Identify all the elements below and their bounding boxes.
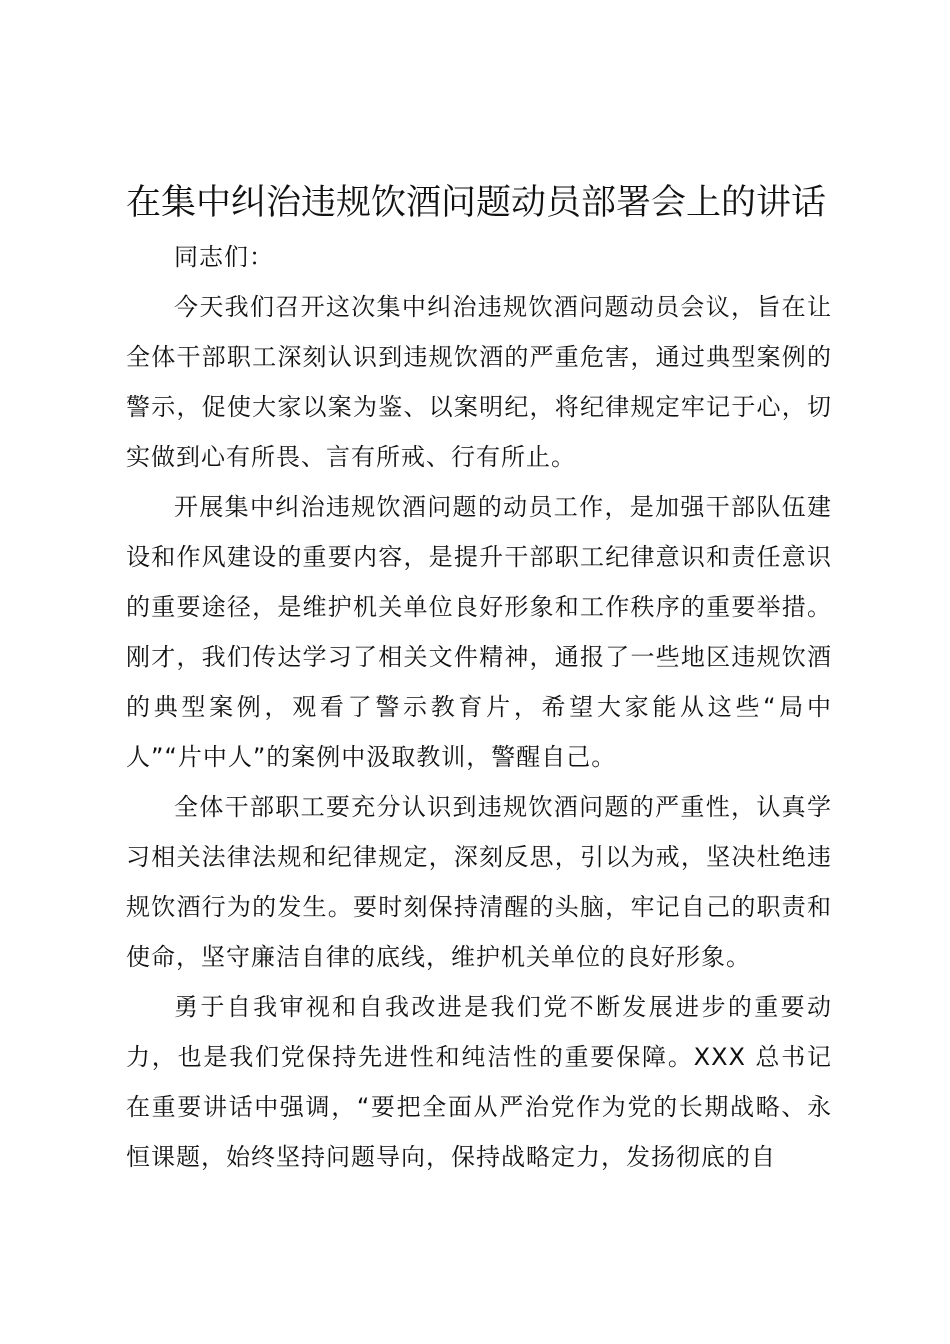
paragraph-3: 全体干部职工要充分认识到违规饮酒问题的严重性，认真学习相关法律法规和纪律规定，深刻反思，引以为戒，坚决杜绝违规饮酒行为的发生。要时刻保持清醒的头脑，牢记自己的职责和使命，坚守廉洁自律的底线，维护机关单位的良好形象。	[126, 793, 832, 971]
document-body	[126, 232, 832, 1182]
paragraph-4: 勇于自我审视和自我改进是我们党不断发展进步的重要动力，也是我们党保持先进性和纯洁性的重要保障。XXX 总书记在重要讲话中强调，“要把全面从严治党作为党的长期战略、永恒课题，始终坚持问题导向，保持战略定力，发扬彻底的自	[126, 993, 832, 1171]
paragraph-2: 开展集中纠治违规饮酒问题的动员工作，是加强干部队伍建设和作风建设的重要内容，是提升干部职工纪律意识和责任意识的重要途径，是维护机关单位良好形象和工作秩序的重要举措。刚才，我们传达学习了相关文件精神，通报了一些地区违规饮酒的典型案例，观看了警示教育片，希望大家能从这些“局中人”“片中人”的案例中汲取教训，警醒自己。	[126, 493, 832, 771]
greeting: 同志们：	[174, 243, 274, 271]
paragraph-1: 今天我们召开这次集中纠治违规饮酒问题动员会议，旨在让全体干部职工深刻认识到违规饮酒的严重危害，通过典型案例的警示，促使大家以案为鉴、以案明纪，将纪律规定牢记于心，切实做到心有所畏、言有所戒、行有所止。	[126, 293, 832, 471]
document-title: 在集中纠治违规饮酒问题动员部署会上的讲话	[126, 183, 827, 223]
